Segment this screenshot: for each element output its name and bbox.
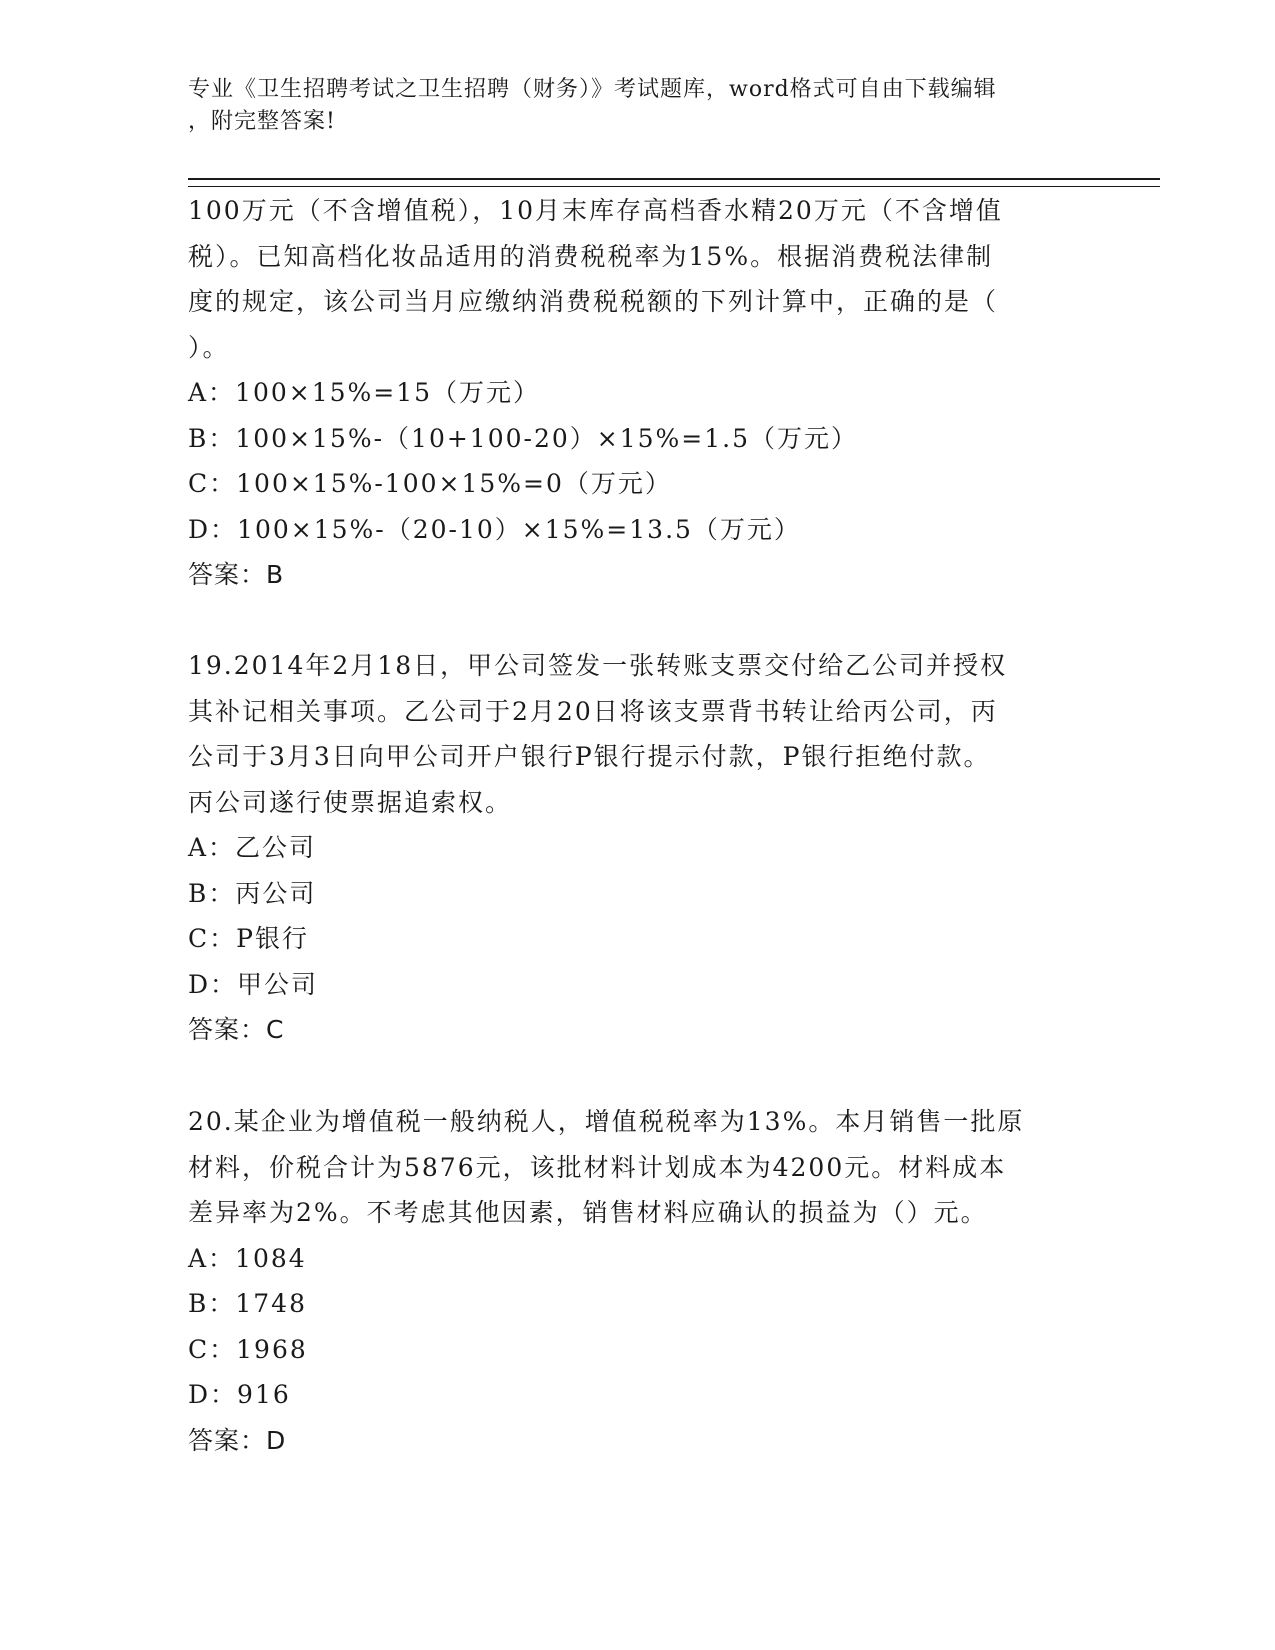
- document-header: [188, 74, 1088, 138]
- question-stem-line: 公司于3月3日向甲公司开户银行P银行提示付款，P银行拒绝付款。: [188, 742, 991, 771]
- option-b: B：1748: [188, 1289, 307, 1318]
- option-d: D：100×15%-（20-10）×15%=13.5（万元）: [188, 514, 801, 544]
- header-line: 专业《卫生招聘考试之卫生招聘（财务）》考试题库，word格式可自由下载编辑: [188, 77, 997, 102]
- question-stem-line: 19.2014年2月18日，甲公司签发一张转账支票交付给乙公司并授权: [188, 651, 1008, 680]
- header-divider: [188, 178, 1160, 187]
- question-stem-line: 其补记相关事项。乙公司于2月20日将该支票背书转让给丙公司，丙: [188, 696, 998, 726]
- question-block: [188, 643, 1088, 1053]
- option-a: A：1084: [188, 1243, 307, 1273]
- option-d: D：甲公司: [188, 969, 319, 999]
- option-b: B：100×15%-（10+100-20）×15%=1.5（万元）: [188, 423, 859, 453]
- header-line: ，附完整答案!: [188, 109, 336, 134]
- question-stem-line: 100万元（不含增值税），10月末库存高档香水精20万元（不含增值: [188, 196, 1003, 225]
- question-block: [188, 188, 1088, 598]
- question-stem-line: 20.某企业为增值税一般纳税人，增值税税率为13%。本月销售一批原: [188, 1107, 1025, 1136]
- question-block: [188, 1099, 1088, 1463]
- answer-line: 答案：C: [188, 1015, 285, 1044]
- option-a: A：100×15%=15（万元）: [188, 378, 541, 407]
- answer-line: 答案：D: [188, 1425, 287, 1455]
- question-stem-line: 度的规定，该公司当月应缴纳消费税税额的下列计算中，正确的是（: [188, 287, 999, 316]
- question-stem-line: 税）。已知高档化妆品适用的消费税税率为15%。根据消费税法律制: [188, 241, 994, 271]
- option-a: A：乙公司: [188, 833, 317, 862]
- question-stem-line: 差异率为2%。不考虑其他因素，销售材料应确认的损益为（）元。: [188, 1198, 988, 1227]
- answer-line: 答案：B: [188, 560, 285, 589]
- option-c: C：1968: [188, 1334, 308, 1364]
- option-d: D：916: [188, 1380, 291, 1409]
- question-stem-line: 材料，价税合计为5876元，该批材料计划成本为4200元。材料成本: [188, 1152, 1007, 1182]
- option-b: B：丙公司: [188, 878, 317, 908]
- option-c: C：P银行: [188, 924, 309, 953]
- question-stem-line: ）。: [188, 332, 230, 362]
- option-c: C：100×15%-100×15%=0（万元）: [188, 469, 672, 498]
- question-stem-line: 丙公司遂行使票据追索权。: [188, 787, 513, 817]
